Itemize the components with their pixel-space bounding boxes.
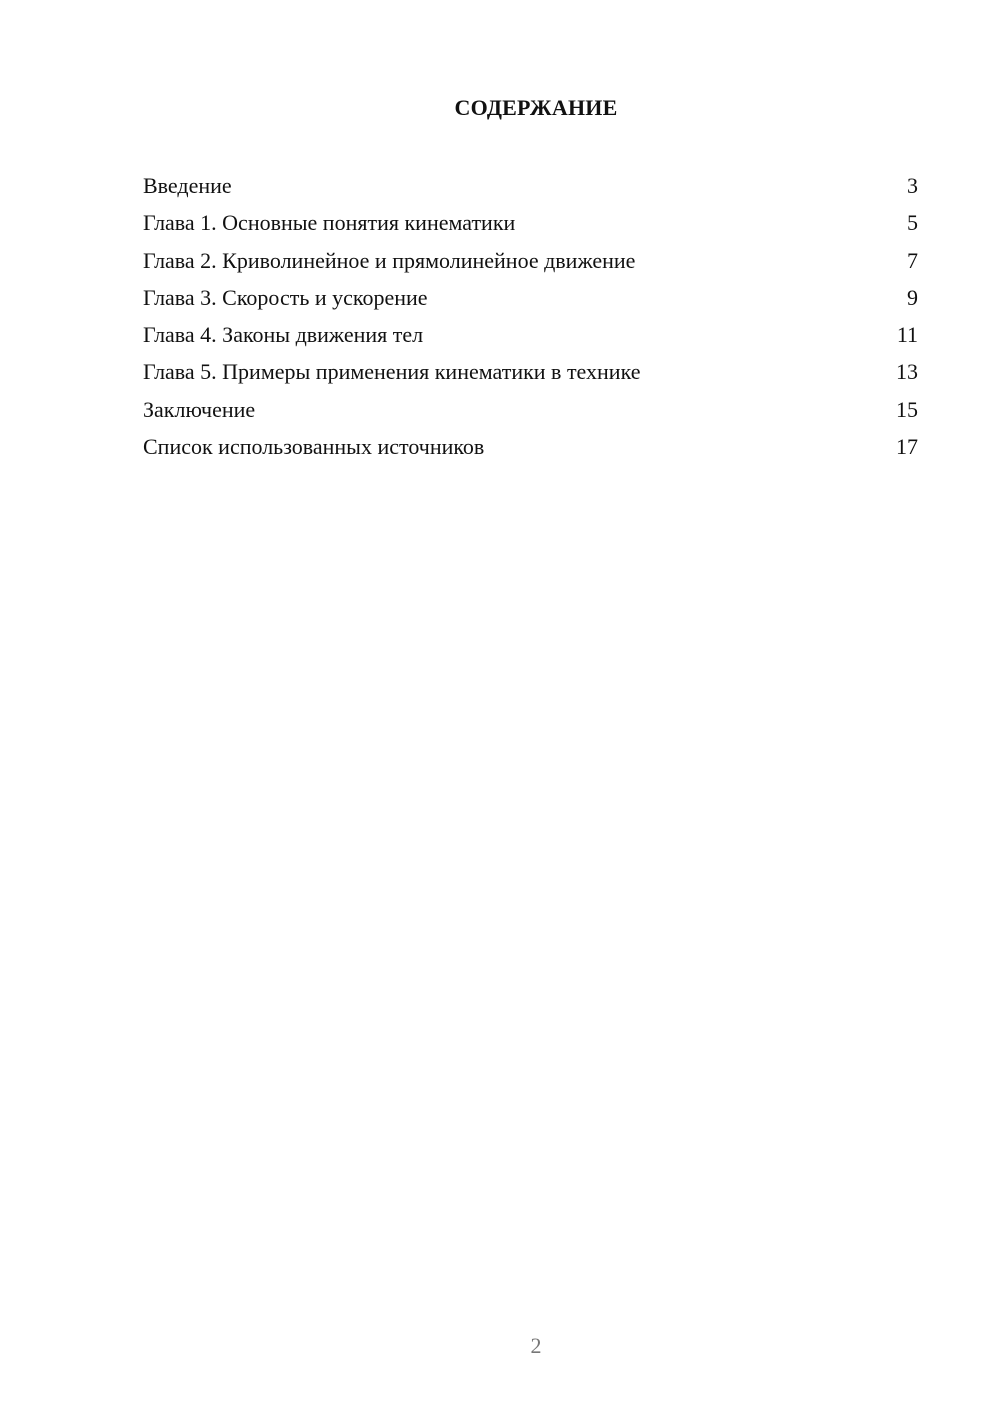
toc-entry-page: 13 xyxy=(896,359,918,385)
toc-entry-title: Список использованных источников xyxy=(143,434,485,460)
toc-entry-title: Глава 3. Скорость и ускорение xyxy=(143,284,428,310)
toc-entry-references xyxy=(143,428,918,465)
toc-entry-chapter-5 xyxy=(143,353,918,390)
toc-entry-title: Введение xyxy=(143,173,232,198)
toc-entry-page: 15 xyxy=(896,396,918,422)
toc-entry-title: Глава 5. Примеры применения кинематики в технике xyxy=(143,359,641,385)
toc-entry-chapter-2 xyxy=(143,242,918,279)
toc-entry-page: 11 xyxy=(896,322,918,348)
toc-entry-conclusion xyxy=(143,391,918,428)
toc-entry-title: Глава 1. Основные понятия кинематики xyxy=(143,210,516,236)
toc-entry-page: 7 xyxy=(907,247,918,273)
toc-entry-chapter-3 xyxy=(143,279,918,316)
toc-entry-title: Заключение xyxy=(143,396,256,422)
toc-entry-title: Глава 2. Криволинейное и прямолинейное движение xyxy=(143,247,636,273)
toc-entry-title: Глава 4. Законы движения тел xyxy=(143,322,424,348)
page-number: 2 xyxy=(530,1333,542,1358)
toc-entry-chapter-1 xyxy=(143,204,918,241)
toc-entry-page: 9 xyxy=(907,284,918,310)
toc-entry-page: 17 xyxy=(896,434,918,460)
toc-entry-chapter-4 xyxy=(143,316,918,353)
toc-heading: СОДЕРЖАНИЕ xyxy=(454,95,618,120)
toc-entry-introduction xyxy=(143,167,918,204)
toc-entry-page: 5 xyxy=(907,210,918,236)
table-of-contents xyxy=(143,167,918,465)
toc-entry-page: 3 xyxy=(907,173,918,198)
